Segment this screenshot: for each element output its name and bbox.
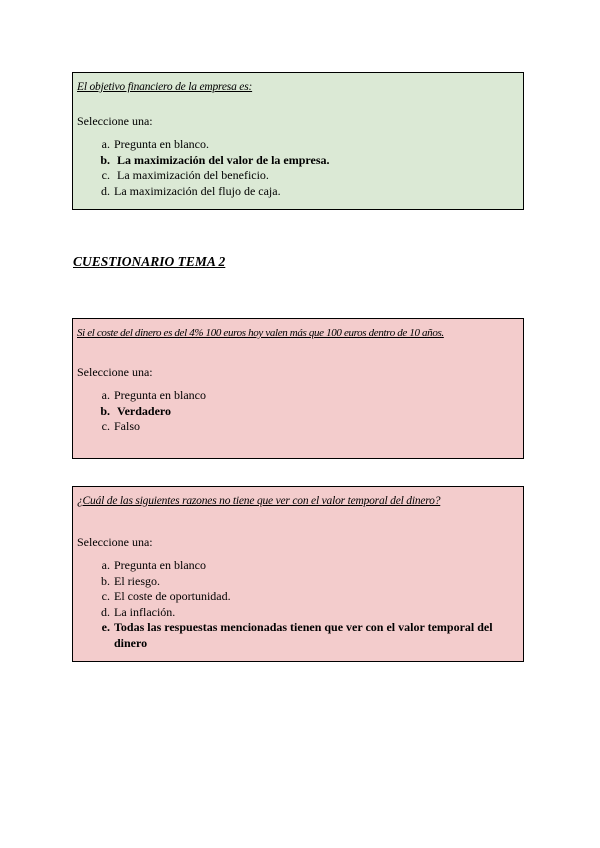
option-marker: d. [101,604,110,619]
question-text: El objetivo financiero de la empresa es: [77,81,253,93]
option-text: La maximización del beneficio. [117,168,269,183]
select-prompt: Seleccione una: [77,365,153,379]
question-card-2 [72,318,524,459]
option-text: El coste de oportunidad. [114,589,231,604]
answer-option [77,589,519,605]
option-text: Falso [114,419,141,434]
question-text: ¿Cuál de las siguientes razones no tiene que ver con el valor temporal del dinero? [77,495,441,507]
option-marker: c. [101,419,110,434]
option-marker: a. [101,137,110,151]
option-marker: b. [100,403,110,418]
option-text: Pregunta en blanco. [114,137,209,151]
section-title: CUESTIONARIO TEMA 2 [73,254,226,269]
answer-list [77,388,519,435]
answer-list [77,558,519,652]
option-text: Todas las respuestas mencionadas tienen que ver con el valor temporal del dinero [114,620,493,650]
answer-option [77,184,519,200]
answer-option-correct [77,153,519,169]
option-marker: b. [101,573,110,588]
select-prompt: Seleccione una: [77,535,153,549]
option-marker: d. [101,183,110,198]
option-marker: a. [101,388,110,402]
select-prompt: Seleccione una: [77,114,153,128]
answer-option [77,137,519,153]
option-text: Verdadero [117,403,171,418]
option-marker: b. [100,152,110,167]
option-text: La inflación. [114,604,176,619]
answer-option [77,419,519,435]
option-text: La maximización del flujo de caja. [114,183,281,198]
answer-option [77,558,519,574]
option-marker: a. [101,558,110,572]
option-text: La maximización del valor de la empresa. [117,152,330,167]
option-text: Pregunta en blanco [114,558,206,572]
answer-option [77,388,519,404]
answer-option-correct [77,404,519,420]
answer-option [77,168,519,184]
answer-list [77,137,519,199]
answer-option [77,574,519,590]
question-text: Si el coste del dinero es del 4% 100 euros hoy valen más que 100 euros dentro de 10 años. [77,327,444,339]
question-card-3 [72,486,524,662]
option-text: El riesgo. [114,573,160,588]
option-marker: c. [101,589,110,604]
answer-option [77,605,519,621]
option-marker: e. [101,620,110,635]
answer-option-correct [77,620,519,651]
option-text: Pregunta en blanco [114,388,206,402]
option-marker: c. [101,168,110,183]
question-card-1 [72,72,524,210]
